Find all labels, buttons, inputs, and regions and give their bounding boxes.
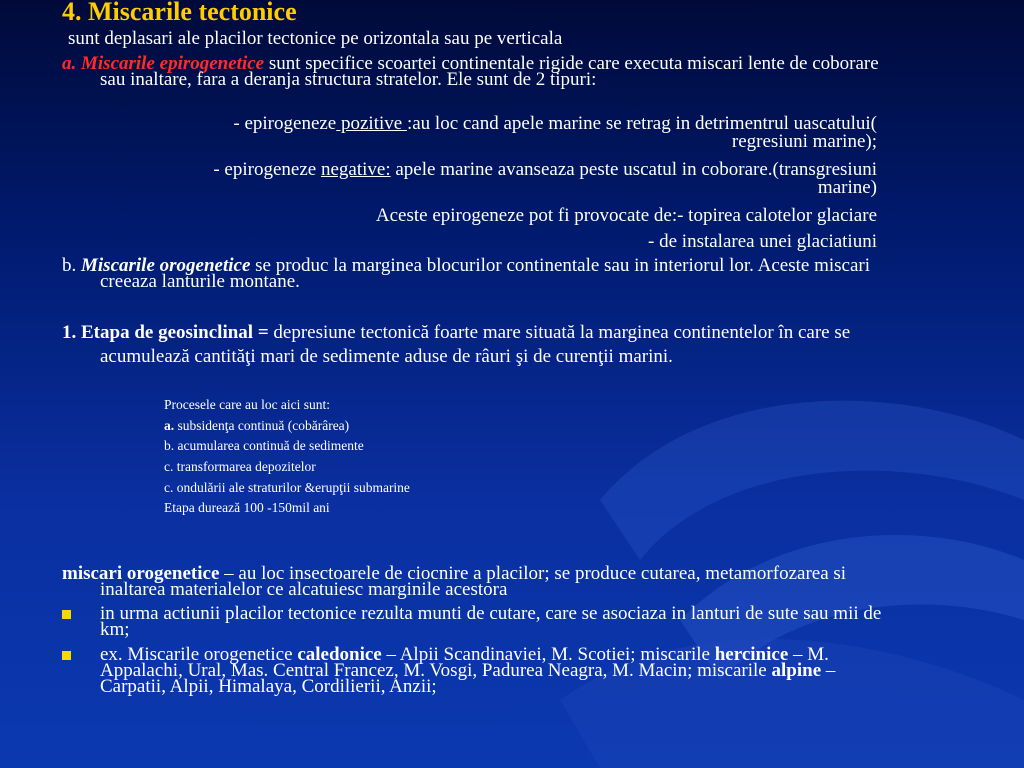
section-a-letter: a. (62, 53, 77, 74)
list-item (62, 603, 882, 642)
bullet-2-hercinice: hercinice (714, 644, 789, 665)
bullet-2-part-2: – Alpii Scandinaviei, M. Scotiei; miscarile (381, 644, 715, 665)
bullet-text-1: in urma actiunii placilor tectonice rezulta munti de cutare, care se asociaza in lanturi de sute sau mii de km; (100, 603, 882, 640)
list-item (62, 644, 882, 717)
bullet-text-2 (100, 644, 900, 697)
epiro-negative-text: apele marine avanseaza peste uscatul in coborare.(transgresiuni marine) (390, 159, 877, 198)
process-item-a-letter: a. (164, 418, 175, 433)
slide-subtitle: sunt deplasari ale placilor tectonice pe orizontala sau pe verticala (68, 28, 563, 49)
bullet-2-caledonice: caledonice (297, 644, 382, 665)
epiro-negative-line (200, 161, 877, 197)
epiro-positive-prefix: - epirogeneze (233, 113, 337, 134)
process-item-c: c. transformarea depozitelor (164, 459, 316, 474)
orogenic-text: – au loc insectoarele de ciocnire a placilor; se produce cutarea, metamorfozarea si inaltarea materialelor ce alcatuiesc marginile acestora (100, 563, 847, 600)
process-item-b: b. acumularea continuă de sedimente (164, 438, 364, 453)
section-b-term: Miscarile orogenetice (81, 255, 251, 276)
section-b-text: se produc la marginea blocurilor continentale sau in interiorul lor. Aceste miscari creeaza lanturile montane. (100, 255, 870, 292)
bullet-2-part-3: – M. Appalachi, Ural, Mas. Central Francez, M. Vosgi, Padurea Neagra, M. Macin; miscarile (100, 644, 829, 681)
geosyncline-label: 1. Etapa de geosinclinal = (62, 322, 269, 343)
causes-line-1: Aceste epirogeneze pot fi provocate de:- topirea calotelor glaciare (375, 205, 877, 226)
epiro-positive-line (200, 115, 877, 151)
epiro-negative-prefix: - epirogeneze (213, 159, 321, 180)
geosyncline-text: depresiune tectonică foarte mare situată la marginea continentelor în care se acumulează cantităţi mari de sedimente aduse de râuri şi de curenţii marini. (100, 322, 851, 367)
process-duration: Etapa durează 100 -150mil ani (164, 500, 330, 515)
epiro-negative-term: negative: (320, 159, 391, 180)
orogenic-paragraph (62, 563, 882, 600)
section-a-text: sunt specifice scoartei continentale rigide care executa miscari lente de coborare sau inaltare, fara a deranja structura stratelor. Ele sunt de 2 tipuri: (100, 53, 879, 90)
section-b-paragraph (62, 255, 882, 292)
bullet-2-part-4: – Carpatii, Alpii, Himalaya, Cordilierii, Anzii; (100, 660, 836, 697)
processes-heading: Procesele care au loc aici sunt: (164, 397, 331, 412)
orogenic-term: miscari orogenetice (62, 563, 220, 584)
causes-line-2: - de instalarea unei glaciatiuni (648, 231, 877, 252)
section-a-paragraph (62, 53, 882, 90)
bullet-2-alpine: alpine (771, 660, 822, 681)
process-item-a-text: subsidenţa continuă (cobărârea) (177, 418, 350, 433)
section-a-term: Miscarile epirogenetice (81, 53, 265, 74)
process-item-c2: c. ondulării ale straturilor &erupţii submarine (164, 480, 410, 495)
section-b-letter: b. (62, 255, 77, 276)
process-item-a (164, 418, 349, 434)
geosyncline-paragraph (62, 321, 882, 369)
bullet-square-icon (62, 610, 71, 619)
bullet-square-icon (62, 651, 71, 660)
bullet-2-part-1: ex. Miscarile orogenetice (100, 644, 298, 665)
epiro-positive-term: pozitive (336, 113, 407, 134)
slide-title: 4. Miscarile tectonice (62, 0, 297, 26)
epiro-positive-text: :au loc cand apele marine se retrag in detrimentrul uascatului( regresiuni marine); (406, 113, 877, 152)
